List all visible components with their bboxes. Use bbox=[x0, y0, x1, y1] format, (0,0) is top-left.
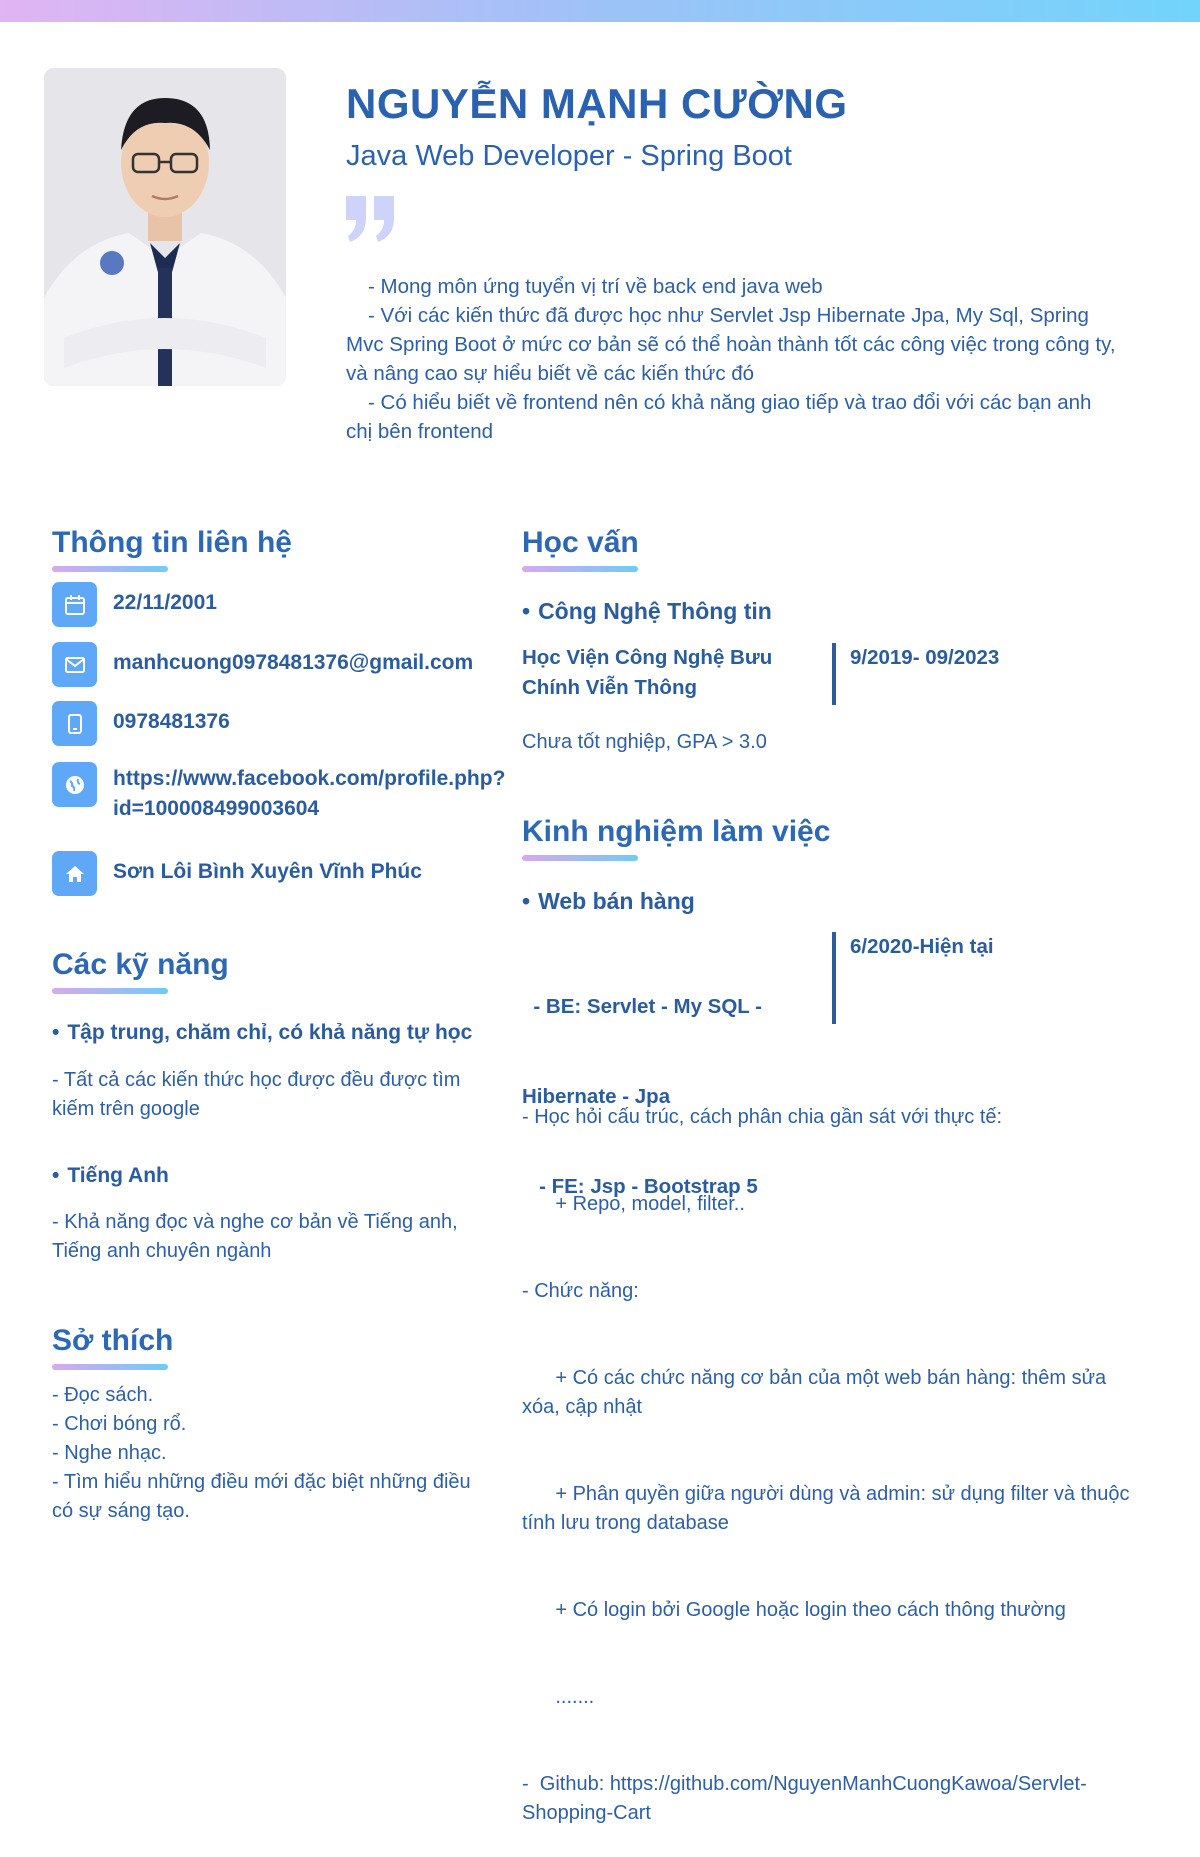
hobbies-section-title: Sở thích bbox=[52, 1324, 174, 1357]
education-school bbox=[522, 643, 812, 703]
phone-icon bbox=[52, 701, 97, 746]
skill-description bbox=[52, 1066, 492, 1124]
address-value: Sơn Lôi Bình Xuyên Vĩnh Phúc bbox=[113, 860, 422, 883]
experience-details bbox=[522, 1045, 1142, 1857]
contact-email bbox=[52, 642, 473, 687]
career-objective bbox=[346, 272, 1116, 446]
experience-detail-line: + Có các chức năng cơ bản của một web bán hàng: thêm sửa xóa, cập nhật bbox=[522, 1367, 1112, 1418]
portrait-illustration bbox=[44, 68, 286, 386]
experience-detail-line: + Phân quyền giữa người dùng và admin: sử dụng filter và thuộc tính lưu trong database bbox=[522, 1483, 1136, 1534]
birthday-value: 22/11/2001 bbox=[113, 591, 217, 614]
hobby-item: - Tìm hiểu những điều mới đặc biệt những điều có sự sáng tạo. bbox=[52, 1471, 471, 1522]
contact-facebook bbox=[52, 762, 505, 824]
school-line: Học Viện Công Nghệ Bưu bbox=[522, 646, 773, 669]
home-icon bbox=[52, 851, 97, 896]
education-period: 9/2019- 09/2023 bbox=[850, 646, 1000, 669]
contact-phone bbox=[52, 701, 230, 746]
github-link[interactable]: - Github: https://github.com/NguyenManhCuongKawoa/Servlet-Shopping-Cart bbox=[522, 1773, 1087, 1824]
experience-period: 6/2020-Hiện tại bbox=[850, 935, 994, 958]
education-section-title: Học vấn bbox=[522, 526, 639, 559]
experience-section-title: Kinh nghiệm làm việc bbox=[522, 815, 831, 848]
email-value[interactable]: manhcuong0978481376@gmail.com bbox=[113, 651, 474, 674]
hobbies-list bbox=[52, 1381, 472, 1526]
phone-value[interactable]: 0978481376 bbox=[113, 710, 230, 733]
skill-description-text: - Tất cả các kiến thức học được đều được tìm kiếm trên google bbox=[52, 1069, 461, 1120]
hobby-item: - Chơi bóng rổ. bbox=[52, 1413, 187, 1435]
objective-line: - Có hiểu biết về frontend nên có khả năng giao tiếp và trao đổi với các bạn anh chị bên frontend bbox=[346, 391, 1092, 443]
experience-detail-line: + Repo, model, filter.. bbox=[522, 1193, 745, 1215]
skill-description-text: - Khả năng đọc và nghe cơ bản về Tiếng anh, Tiếng anh chuyên ngành bbox=[52, 1211, 458, 1262]
stack-line: - FE: Jsp - Bootstrap 5 bbox=[522, 1175, 758, 1198]
skill-description bbox=[52, 1208, 492, 1266]
section-underline bbox=[52, 566, 168, 572]
skill-name: • Tiếng Anh bbox=[52, 1164, 169, 1188]
job-title: Java Web Developer - Spring Boot bbox=[346, 140, 792, 172]
school-line: Chính Viễn Thông bbox=[522, 676, 697, 699]
objective-line: - Mong môn ứng tuyển vị trí về back end java web bbox=[368, 275, 823, 298]
experience-detail-line: ....... bbox=[522, 1686, 595, 1708]
candidate-name: NGUYỄN MẠNH CƯỜNG bbox=[346, 80, 848, 127]
contact-birthday bbox=[52, 582, 217, 627]
education-major: • Công Nghệ Thông tin bbox=[522, 598, 772, 625]
section-underline bbox=[52, 988, 168, 994]
section-underline bbox=[522, 855, 638, 861]
experience-project: • Web bán hàng bbox=[522, 888, 695, 915]
globe-icon bbox=[52, 762, 97, 807]
top-gradient-bar bbox=[0, 0, 1200, 22]
section-underline bbox=[52, 1364, 168, 1370]
experience-detail-line: - Chức năng: bbox=[522, 1280, 639, 1302]
timeline-divider bbox=[832, 643, 836, 705]
quote-icon bbox=[344, 196, 396, 242]
mail-icon bbox=[52, 642, 97, 687]
section-underline bbox=[522, 566, 638, 572]
contact-section-title: Thông tin liên hệ bbox=[52, 526, 292, 559]
facebook-link-line: id=100008499003604 bbox=[113, 797, 320, 820]
experience-detail-line: + Có login bởi Google hoặc login theo cách thông thường bbox=[522, 1599, 1066, 1621]
profile-photo bbox=[44, 68, 286, 386]
hobby-item: - Nghe nhạc. bbox=[52, 1442, 167, 1464]
contact-address bbox=[52, 851, 422, 896]
experience-detail-line: - Học hỏi cấu trúc, cách phân chia gần sát với thực tế: bbox=[522, 1106, 1003, 1128]
facebook-link[interactable] bbox=[113, 762, 505, 824]
calendar-icon bbox=[52, 582, 97, 627]
education-note: Chưa tốt nghiệp, GPA > 3.0 bbox=[522, 731, 767, 753]
facebook-link-line: https://www.facebook.com/profile.php? bbox=[113, 767, 506, 790]
stack-line: Hibernate - Jpa bbox=[522, 1085, 671, 1108]
stack-line: - BE: Servlet - My SQL - bbox=[522, 995, 762, 1018]
objective-line: - Với các kiến thức đã được học như Servlet Jsp Hibernate Jpa, My Sql, Spring Mvc Spring Boot ở mức cơ bản sẽ có thể hoàn thành tốt các công việc trong công ty, và nâng cao sự hiểu biết về các kiến thức đó bbox=[346, 304, 1116, 385]
timeline-divider bbox=[832, 932, 836, 1024]
skills-section-title: Các kỹ năng bbox=[52, 948, 229, 981]
skill-name: • Tập trung, chăm chỉ, có khả năng tự học bbox=[52, 1021, 472, 1045]
hobby-item: - Đọc sách. bbox=[52, 1384, 154, 1406]
